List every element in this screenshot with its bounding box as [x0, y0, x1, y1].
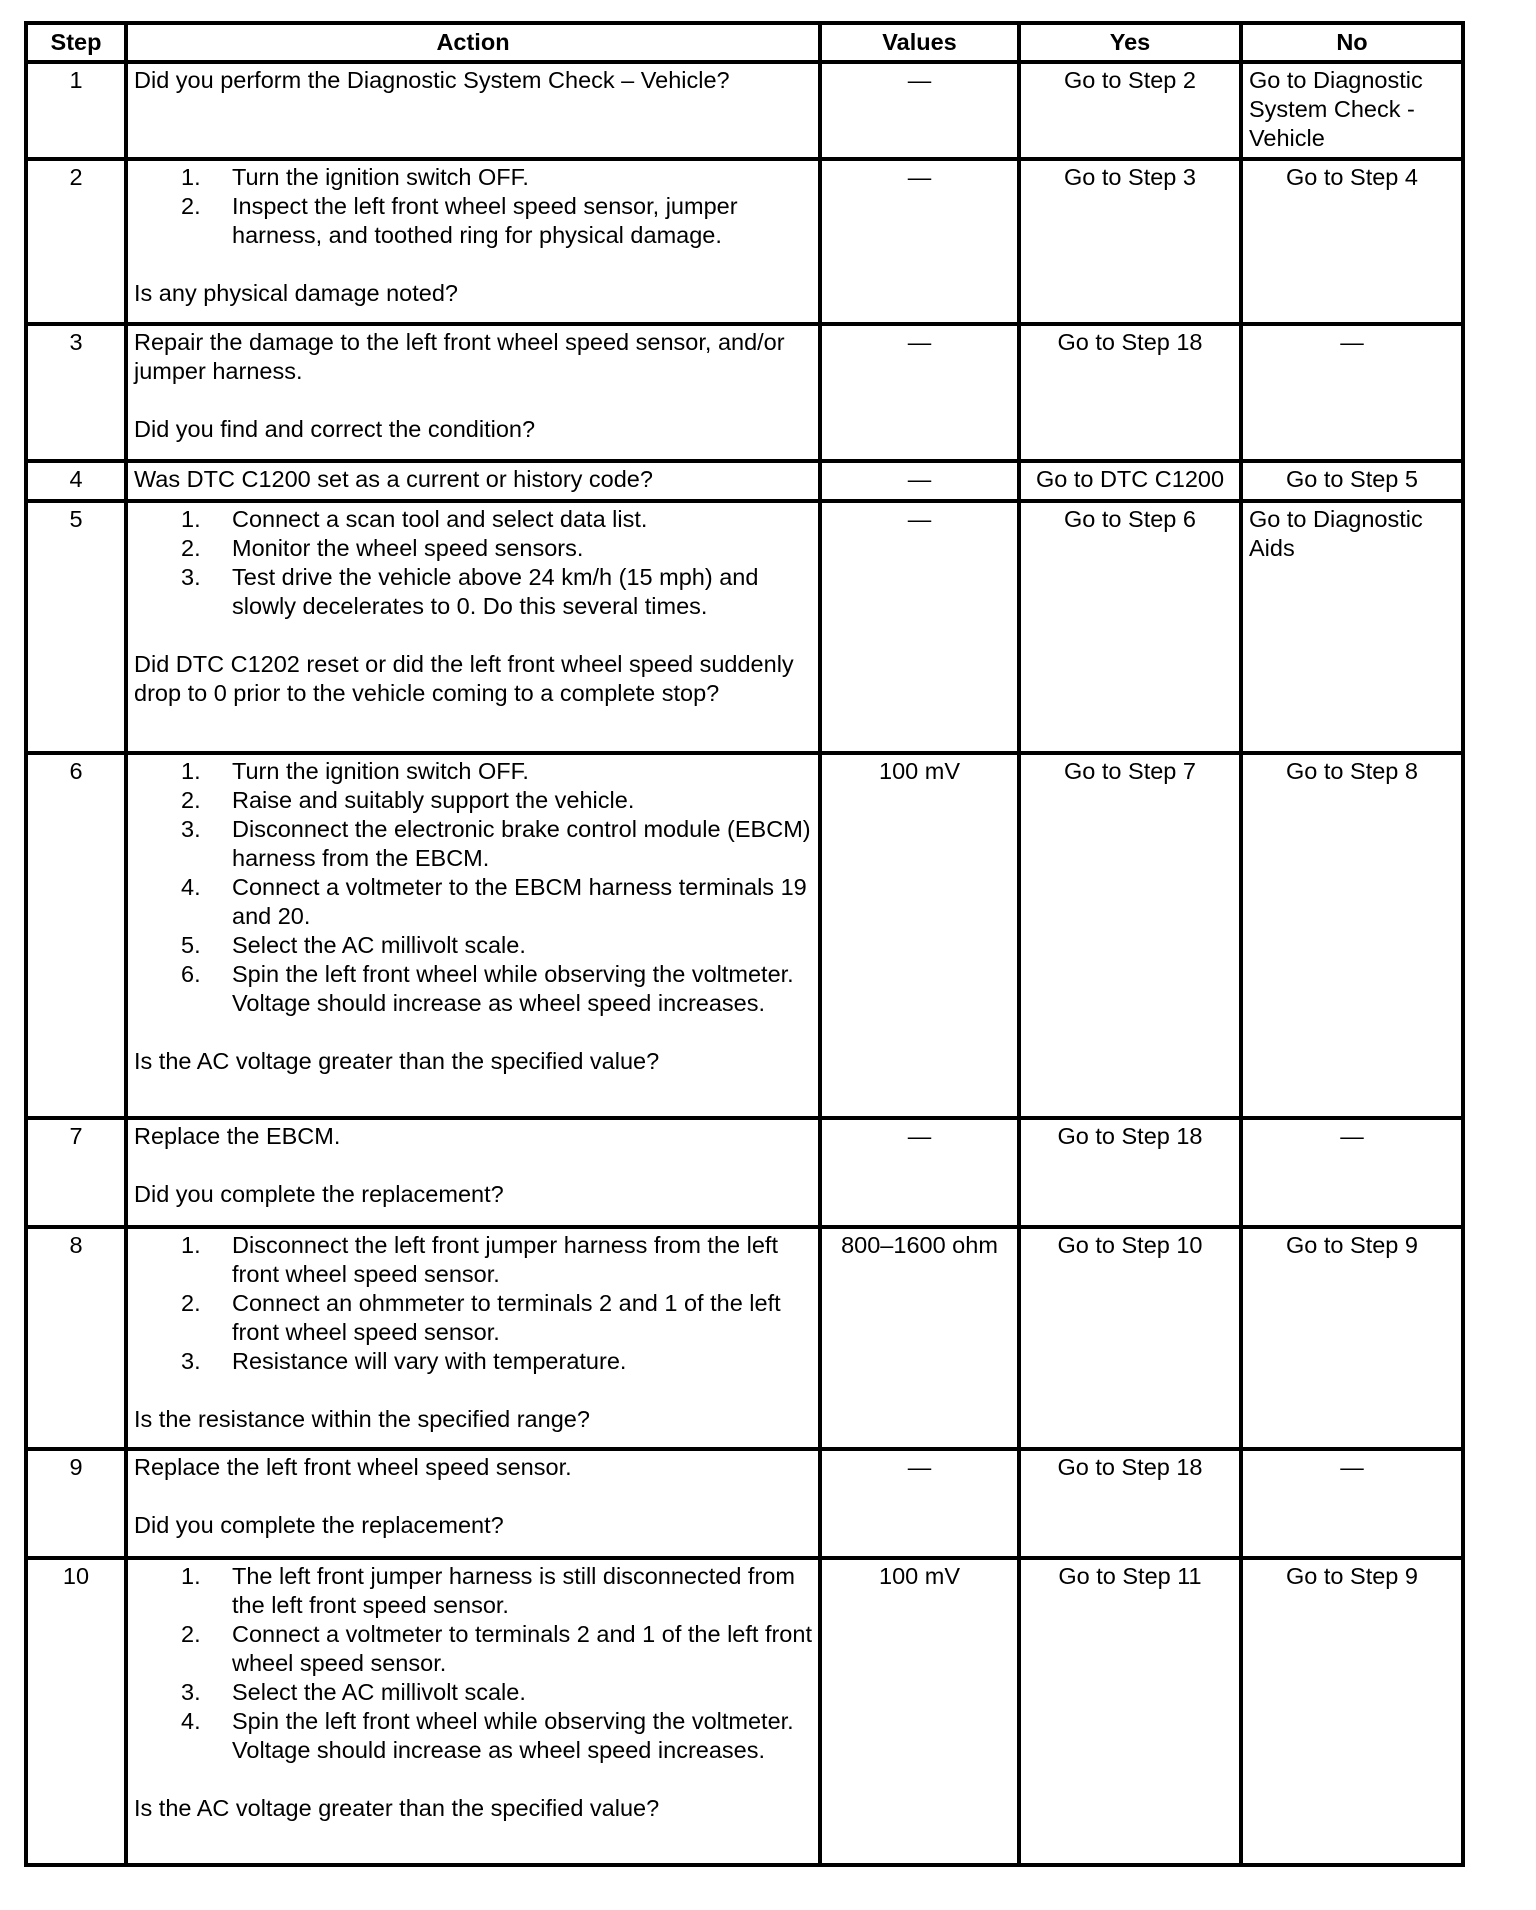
item-number: 6.	[181, 961, 201, 987]
no-cell: Go to Step 9	[1241, 1558, 1463, 1865]
table-row	[26, 1558, 1463, 1865]
item-number: 3.	[181, 1348, 201, 1374]
table-row	[26, 501, 1463, 753]
no-cell: Go to Diagnostic Aids	[1241, 501, 1463, 753]
question-text: Did you complete the replacement?	[134, 1181, 504, 1207]
step-number: 3	[26, 324, 126, 461]
step-number: 6	[26, 753, 126, 1118]
item-number: 1.	[181, 1563, 201, 1589]
no-cell: —	[1241, 1118, 1463, 1227]
action-cell	[126, 1227, 820, 1449]
list-item	[134, 960, 812, 1018]
table-row	[26, 1449, 1463, 1558]
no-cell: Go to Step 8	[1241, 753, 1463, 1118]
action-steps-list	[134, 505, 812, 621]
list-item	[134, 192, 812, 250]
list-item	[134, 1289, 812, 1347]
yes-cell: Go to DTC C1200	[1019, 461, 1241, 501]
no-cell: —	[1241, 1449, 1463, 1558]
item-text: Inspect the left front wheel speed sensor, jumper harness, and toothed ring for physical damage.	[232, 193, 738, 248]
no-cell: Go to Diagnostic System Check - Vehicle	[1241, 62, 1463, 159]
step-number: 2	[26, 159, 126, 324]
header-yes: Yes	[1019, 23, 1241, 62]
item-text: Connect a voltmeter to the EBCM harness terminals 19 and 20.	[232, 874, 807, 929]
action-cell	[126, 324, 820, 461]
table-row	[26, 324, 1463, 461]
item-text: Connect a voltmeter to terminals 2 and 1 of the left front wheel speed sensor.	[232, 1621, 812, 1676]
action-cell	[126, 501, 820, 753]
list-item	[134, 815, 812, 873]
item-text: The left front jumper harness is still disconnected from the left front speed sensor.	[232, 1563, 795, 1618]
action-cell	[126, 1558, 820, 1865]
item-text: Spin the left front wheel while observing the voltmeter. Voltage should increase as wheel speed increases.	[232, 961, 794, 1016]
step-number: 5	[26, 501, 126, 753]
item-text: Turn the ignition switch OFF.	[232, 758, 529, 784]
action-steps-list	[134, 1231, 812, 1376]
step-number: 10	[26, 1558, 126, 1865]
action-text: Did you perform the Diagnostic System Check – Vehicle?	[134, 67, 730, 93]
item-number: 3.	[181, 1679, 201, 1705]
action-steps-list	[134, 757, 812, 1018]
list-item	[134, 786, 812, 815]
list-item	[134, 1620, 812, 1678]
yes-cell: Go to Step 3	[1019, 159, 1241, 324]
item-text: Connect a scan tool and select data list.	[232, 506, 648, 532]
table-row	[26, 1118, 1463, 1227]
list-item	[134, 1678, 812, 1707]
step-number: 8	[26, 1227, 126, 1449]
item-text: Select the AC millivolt scale.	[232, 932, 526, 958]
item-text: Select the AC millivolt scale.	[232, 1679, 526, 1705]
item-number: 2.	[181, 193, 201, 219]
yes-cell: Go to Step 18	[1019, 1449, 1241, 1558]
action-text: Was DTC C1200 set as a current or history code?	[134, 466, 653, 492]
step-number: 4	[26, 461, 126, 501]
header-no: No	[1241, 23, 1463, 62]
no-cell: Go to Step 9	[1241, 1227, 1463, 1449]
item-number: 1.	[181, 164, 201, 190]
header-values: Values	[820, 23, 1019, 62]
item-text: Resistance will vary with temperature.	[232, 1348, 627, 1374]
list-item	[134, 873, 812, 931]
yes-cell: Go to Step 18	[1019, 324, 1241, 461]
header-row	[26, 23, 1463, 62]
yes-cell: Go to Step 2	[1019, 62, 1241, 159]
item-number: 1.	[181, 506, 201, 532]
item-text: Test drive the vehicle above 24 km/h (15 mph) and slowly decelerates to 0. Do this several times.	[232, 564, 759, 619]
step-number: 9	[26, 1449, 126, 1558]
list-item	[134, 505, 812, 534]
table-row	[26, 1227, 1463, 1449]
value-cell: —	[820, 62, 1019, 159]
value-cell: 100 mV	[820, 1558, 1019, 1865]
question-text: Is the resistance within the specified range?	[134, 1406, 590, 1432]
value-cell: —	[820, 159, 1019, 324]
question-text: Is any physical damage noted?	[134, 280, 458, 306]
no-cell: Go to Step 5	[1241, 461, 1463, 501]
action-cell	[126, 1449, 820, 1558]
item-text: Disconnect the left front jumper harness from the left front wheel speed sensor.	[232, 1232, 778, 1287]
item-number: 5.	[181, 932, 201, 958]
header-action: Action	[126, 23, 820, 62]
header-step: Step	[26, 23, 126, 62]
item-number: 4.	[181, 874, 201, 900]
table-row	[26, 159, 1463, 324]
item-number: 2.	[181, 787, 201, 813]
list-item	[134, 563, 812, 621]
list-item	[134, 757, 812, 786]
item-number: 3.	[181, 564, 201, 590]
action-cell	[126, 62, 820, 159]
action-cell	[126, 461, 820, 501]
item-number: 1.	[181, 758, 201, 784]
value-cell: —	[820, 324, 1019, 461]
action-text: Replace the EBCM.	[134, 1123, 341, 1149]
item-number: 2.	[181, 1290, 201, 1316]
item-number: 1.	[181, 1232, 201, 1258]
list-item	[134, 1562, 812, 1620]
list-item	[134, 534, 812, 563]
step-number: 7	[26, 1118, 126, 1227]
list-item	[134, 1707, 812, 1765]
table-row	[26, 62, 1463, 159]
item-text: Connect an ohmmeter to terminals 2 and 1 of the left front wheel speed sensor.	[232, 1290, 781, 1345]
value-cell: —	[820, 501, 1019, 753]
table-row	[26, 461, 1463, 501]
table-row	[26, 753, 1463, 1118]
value-cell: —	[820, 1118, 1019, 1227]
item-number: 3.	[181, 816, 201, 842]
value-cell: 800–1600 ohm	[820, 1227, 1019, 1449]
item-number: 2.	[181, 535, 201, 561]
yes-cell: Go to Step 10	[1019, 1227, 1241, 1449]
no-cell: Go to Step 4	[1241, 159, 1463, 324]
yes-cell: Go to Step 11	[1019, 1558, 1241, 1865]
value-cell: 100 mV	[820, 753, 1019, 1118]
value-cell: —	[820, 461, 1019, 501]
list-item	[134, 1347, 812, 1376]
item-number: 4.	[181, 1708, 201, 1734]
question-text: Is the AC voltage greater than the specified value?	[134, 1795, 660, 1821]
step-number: 1	[26, 62, 126, 159]
item-text: Turn the ignition switch OFF.	[232, 164, 529, 190]
question-text: Did you complete the replacement?	[134, 1512, 504, 1538]
question-text: Did DTC C1202 reset or did the left front wheel speed suddenly drop to 0 prior to the vehicle coming to a complete stop?	[134, 651, 794, 706]
action-text: Repair the damage to the left front wheel speed sensor, and/or jumper harness.	[134, 329, 785, 384]
yes-cell: Go to Step 18	[1019, 1118, 1241, 1227]
diagnostic-table	[24, 21, 1465, 1867]
item-text: Raise and suitably support the vehicle.	[232, 787, 635, 813]
yes-cell: Go to Step 6	[1019, 501, 1241, 753]
action-cell	[126, 753, 820, 1118]
item-text: Spin the left front wheel while observing the voltmeter. Voltage should increase as wheel speed increases.	[232, 1708, 794, 1763]
action-cell	[126, 1118, 820, 1227]
item-text: Monitor the wheel speed sensors.	[232, 535, 584, 561]
value-cell: —	[820, 1449, 1019, 1558]
yes-cell: Go to Step 7	[1019, 753, 1241, 1118]
list-item	[134, 931, 812, 960]
action-steps-list	[134, 1562, 812, 1765]
item-number: 2.	[181, 1621, 201, 1647]
list-item	[134, 163, 812, 192]
list-item	[134, 1231, 812, 1289]
action-cell	[126, 159, 820, 324]
action-steps-list	[134, 163, 812, 250]
item-text: Disconnect the electronic brake control module (EBCM) harness from the EBCM.	[232, 816, 811, 871]
question-text: Did you find and correct the condition?	[134, 416, 536, 442]
action-text: Replace the left front wheel speed sensor.	[134, 1454, 572, 1480]
question-text: Is the AC voltage greater than the specified value?	[134, 1048, 660, 1074]
no-cell: —	[1241, 324, 1463, 461]
